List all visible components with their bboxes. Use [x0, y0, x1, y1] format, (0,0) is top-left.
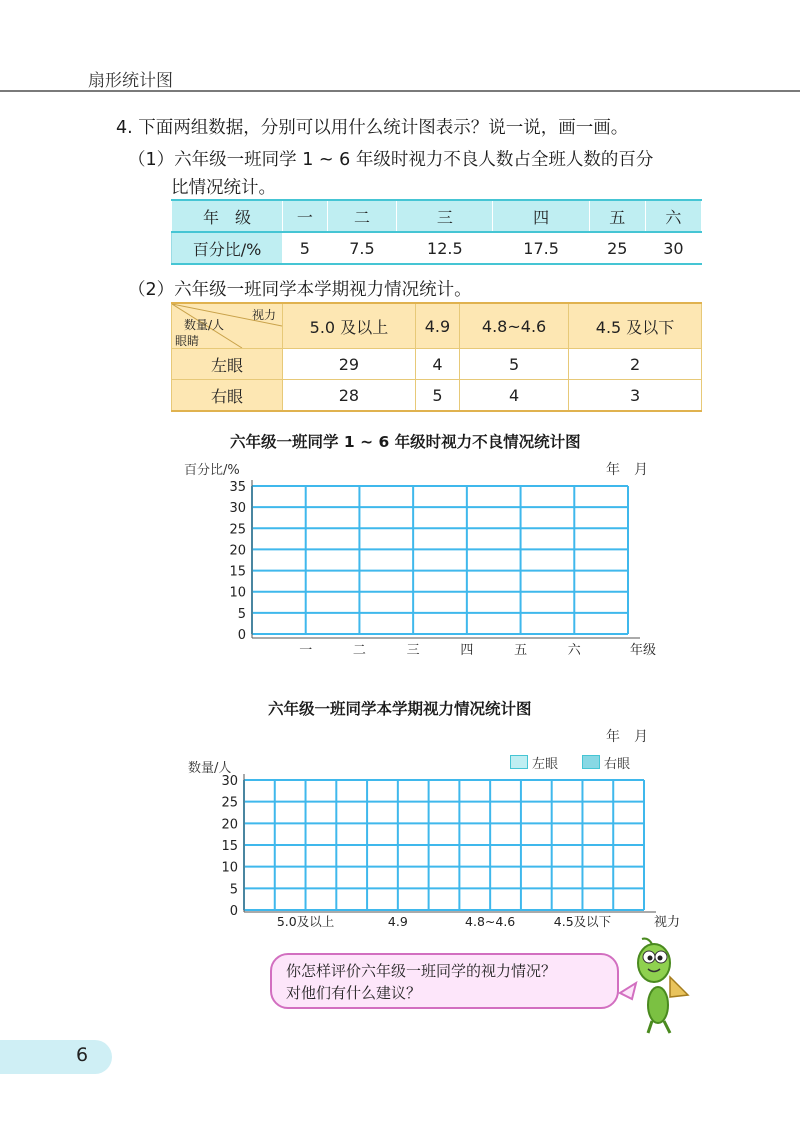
y-tick-label: 20: [229, 543, 246, 559]
table-cell: 5: [415, 380, 459, 412]
y-tick-label: 10: [229, 585, 246, 601]
table-cell: 2: [569, 349, 702, 380]
chart2-ylabel: 数量/人: [188, 761, 232, 776]
chart2-date-label: 年 月: [606, 729, 648, 745]
x-tick-label: 二: [352, 643, 366, 658]
x-tick-label: 一: [299, 643, 313, 658]
chart1-grid: [170, 470, 670, 660]
question-sub1-line1: （1）六年级一班同学 1 ~ 6 年级时视力不良人数占全班人数的百分: [128, 150, 654, 170]
bubble-line2: 对他们有什么建议？: [286, 984, 422, 1002]
table-vision-count: [171, 302, 702, 412]
table-cell: 5: [283, 232, 328, 264]
table-col-header: 四: [493, 200, 589, 232]
y-tick-label: 25: [229, 522, 246, 538]
corner-label-count: 数量/人: [184, 318, 225, 332]
section-title: 扇形统计图: [88, 71, 173, 91]
y-tick-label: 10: [221, 860, 238, 876]
x-tick-label: 4.8~4.6: [465, 914, 516, 929]
page-number-tab: [0, 1040, 112, 1074]
y-tick-label: 15: [221, 839, 238, 854]
table-cell: 4: [415, 349, 459, 380]
x-tick-label: 4.5及以下: [553, 914, 612, 929]
table-row-header: 右眼: [172, 380, 283, 412]
table-cell: 29: [283, 349, 416, 380]
bubble-line1: 你怎样评价六年级一班同学的视力情况？: [286, 962, 557, 980]
table-cell: 12.5: [397, 232, 493, 264]
y-tick-label: 15: [229, 564, 246, 580]
y-tick-label: 5: [229, 882, 238, 898]
legend-swatch-right: [582, 755, 600, 769]
table-col-header: 4.9: [415, 303, 459, 349]
table-row: [172, 380, 702, 412]
table-col-header: 二: [327, 200, 397, 232]
table-row: [172, 349, 702, 380]
x-axis-label: 年级: [630, 643, 657, 658]
x-tick-label: 五: [514, 643, 528, 658]
legend-swatch-left: [510, 755, 528, 769]
y-tick-label: 35: [229, 480, 246, 495]
y-tick-label: 20: [221, 817, 238, 833]
table-col-header: 三: [397, 200, 493, 232]
table-col-header: 六: [645, 200, 701, 232]
table-row-header: 左眼: [172, 349, 283, 380]
chart2-grid: [170, 770, 680, 930]
question-sub2: （2）六年级一班同学本学期视力情况统计。: [128, 280, 472, 300]
question-main: 4. 下面两组数据，分别可以用什么统计图表示？说一说，画一画。: [116, 118, 629, 138]
table-row-header: 年 级: [172, 200, 283, 232]
table-col-header: 五: [589, 200, 645, 232]
diagonal-header: [172, 304, 282, 348]
table-cell: 28: [283, 380, 416, 412]
table-col-header: 一: [283, 200, 328, 232]
table-vision-percent: [171, 199, 702, 265]
speech-bubble: [270, 953, 619, 1009]
x-tick-label: 4.9: [387, 914, 408, 929]
table-row-header: 百分比/%: [172, 232, 283, 264]
table-cell: 3: [569, 380, 702, 412]
page-number: 6: [76, 1044, 89, 1066]
table-col-header: 4.8~4.6: [460, 303, 569, 349]
table-cell: 30: [645, 232, 701, 264]
y-tick-label: 30: [221, 774, 238, 789]
x-tick-label: 三: [406, 643, 420, 658]
table-cell: 5: [460, 349, 569, 380]
chart1-date-label: 年 月: [606, 462, 648, 478]
table-row: [172, 200, 702, 232]
legend-label-right: 右眼: [604, 757, 631, 772]
mascot-icon: [618, 935, 698, 1035]
corner-label-vision: 视力: [251, 308, 276, 322]
x-tick-label: 5.0及以上: [276, 914, 335, 929]
corner-label-eye: 眼睛: [175, 334, 200, 348]
chart1-title: 六年级一班同学 1 ~ 6 年级时视力不良情况统计图: [230, 433, 581, 451]
y-tick-label: 0: [229, 904, 238, 919]
table-cell: 17.5: [493, 232, 589, 264]
chart2-title: 六年级一班同学本学期视力情况统计图: [268, 700, 532, 718]
table-row: [172, 232, 702, 264]
legend-label-left: 左眼: [532, 757, 559, 772]
x-tick-label: 六: [567, 643, 581, 658]
x-tick-label: 四: [460, 643, 474, 658]
y-tick-label: 25: [221, 795, 238, 811]
x-axis-label: 视力: [654, 915, 680, 930]
table-row: [172, 303, 702, 349]
y-tick-label: 30: [229, 501, 246, 517]
table-corner-cell: [172, 303, 283, 349]
table-cell: 7.5: [327, 232, 397, 264]
y-tick-label: 5: [237, 606, 246, 622]
question-sub1-line2: 比情况统计。: [171, 178, 276, 198]
y-tick-label: 0: [237, 628, 246, 643]
table-cell: 4: [460, 380, 569, 412]
table-col-header: 5.0 及以上: [283, 303, 416, 349]
chart1-ylabel: 百分比/%: [184, 463, 240, 478]
table-cell: 25: [589, 232, 645, 264]
table-col-header: 4.5 及以下: [569, 303, 702, 349]
